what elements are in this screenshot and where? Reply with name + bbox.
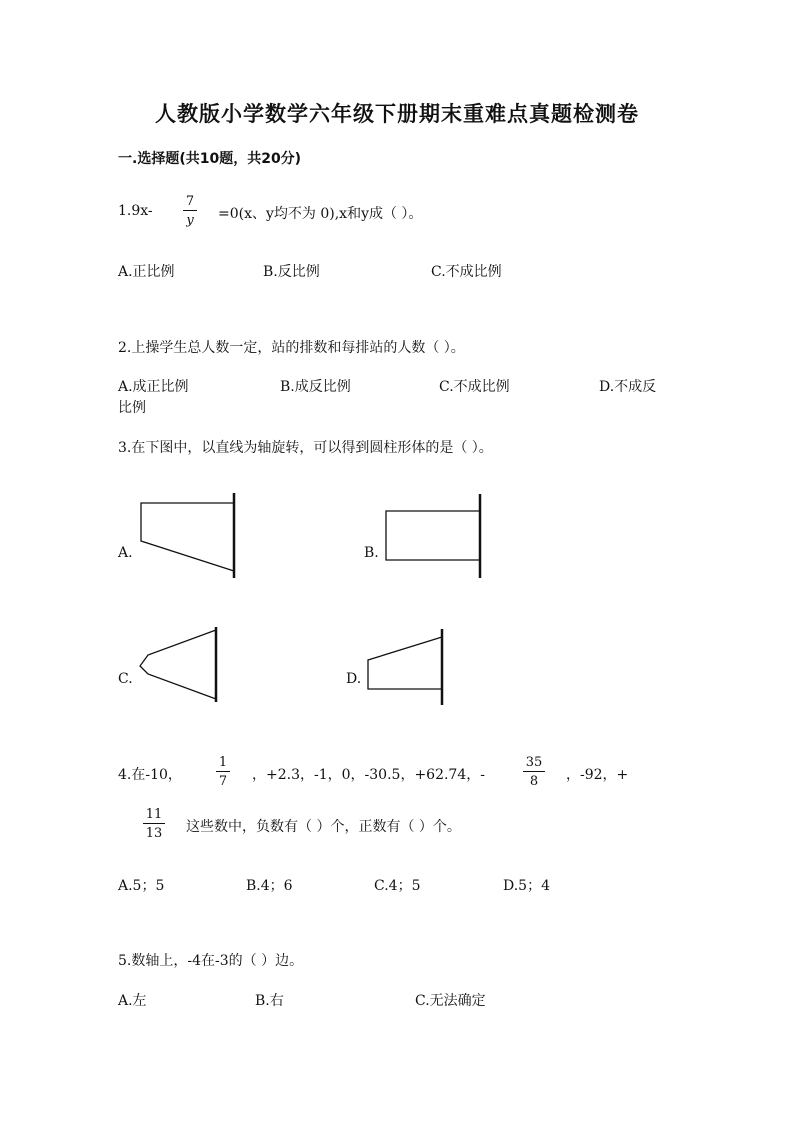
q4-stem-part-3: ，-92，+ bbox=[566, 767, 629, 783]
q4-stem-part-1: 4.在-10， bbox=[118, 767, 182, 783]
q4-fraction-3 bbox=[143, 807, 165, 841]
q4-fraction-2-numerator: 35 bbox=[525, 755, 543, 770]
q4-fraction-3-numerator: 11 bbox=[145, 807, 163, 822]
figure-a-trapezoid[interactable] bbox=[141, 493, 234, 578]
q1-stem-after: =0(x、y均不为 0),x和y成（ ）。 bbox=[218, 206, 423, 222]
q3-stem: 3.在下图中，以直线为轴旋转，可以得到圆柱形体的是（ ）。 bbox=[118, 440, 493, 456]
q4-stem-line-2: 这些数中，负数有（ ）个，正数有（ ）个。 bbox=[186, 819, 461, 835]
figure-b-rectangle[interactable] bbox=[386, 494, 480, 578]
q3-figure-label-d[interactable]: D. bbox=[346, 671, 362, 687]
q2-option-d[interactable]: D.不成反 bbox=[599, 379, 657, 395]
q4-option-d[interactable]: D.5；4 bbox=[503, 878, 550, 894]
q3-figure-label-a[interactable]: A. bbox=[118, 545, 133, 561]
q1-option-a[interactable]: A.正比例 bbox=[118, 264, 175, 280]
q5-stem: 5.数轴上，-4在-3的（ ）边。 bbox=[118, 953, 304, 969]
q4-fraction-1-denominator: 7 bbox=[218, 774, 228, 789]
q5-option-a[interactable]: A.左 bbox=[118, 993, 147, 1009]
q4-option-a[interactable]: A.5；5 bbox=[118, 878, 165, 894]
q4-option-b[interactable]: B.4；6 bbox=[246, 878, 293, 894]
q5-option-b[interactable]: B.右 bbox=[255, 993, 284, 1009]
page-title: 人教版小学数学六年级下册期末重难点真题检测卷 bbox=[155, 102, 639, 126]
q1-fraction-denominator: y bbox=[186, 213, 194, 228]
q4-stem-part-2: ，+2.3，-1，0，-30.5，+62.74，- bbox=[252, 767, 485, 783]
q2-stem: 2.上操学生总人数一定，站的排数和每排站的人数（ ）。 bbox=[118, 340, 465, 356]
q3-figure-label-b[interactable]: B. bbox=[364, 545, 379, 561]
q4-fraction-1 bbox=[216, 755, 230, 789]
q4-fraction-1-numerator: 1 bbox=[218, 755, 228, 770]
q2-option-c[interactable]: C.不成比例 bbox=[439, 379, 510, 395]
q4-fraction-2-denominator: 8 bbox=[529, 774, 539, 789]
figure-c-trapezoid[interactable] bbox=[140, 627, 216, 702]
figure-d-trapezoid[interactable] bbox=[368, 629, 442, 705]
q1-option-b[interactable]: B.反比例 bbox=[263, 264, 320, 280]
q5-option-c[interactable]: C.无法确定 bbox=[415, 993, 486, 1009]
q2-option-b[interactable]: B.成反比例 bbox=[280, 379, 351, 395]
q4-option-c[interactable]: C.4；5 bbox=[374, 878, 421, 894]
q1-stem-before: 1.9x- bbox=[118, 203, 153, 219]
q2-option-d-wrap: 比例 bbox=[118, 400, 146, 416]
q2-option-a[interactable]: A.成正比例 bbox=[118, 379, 189, 395]
q4-fraction-2 bbox=[523, 755, 545, 789]
q4-fraction-3-denominator: 13 bbox=[145, 826, 163, 841]
q1-option-c[interactable]: C.不成比例 bbox=[431, 264, 502, 280]
q1-fraction-numerator: 7 bbox=[185, 194, 195, 209]
q3-figure-label-c[interactable]: C. bbox=[118, 671, 133, 687]
section-heading: 一.选择题(共10题，共20分) bbox=[118, 151, 302, 167]
